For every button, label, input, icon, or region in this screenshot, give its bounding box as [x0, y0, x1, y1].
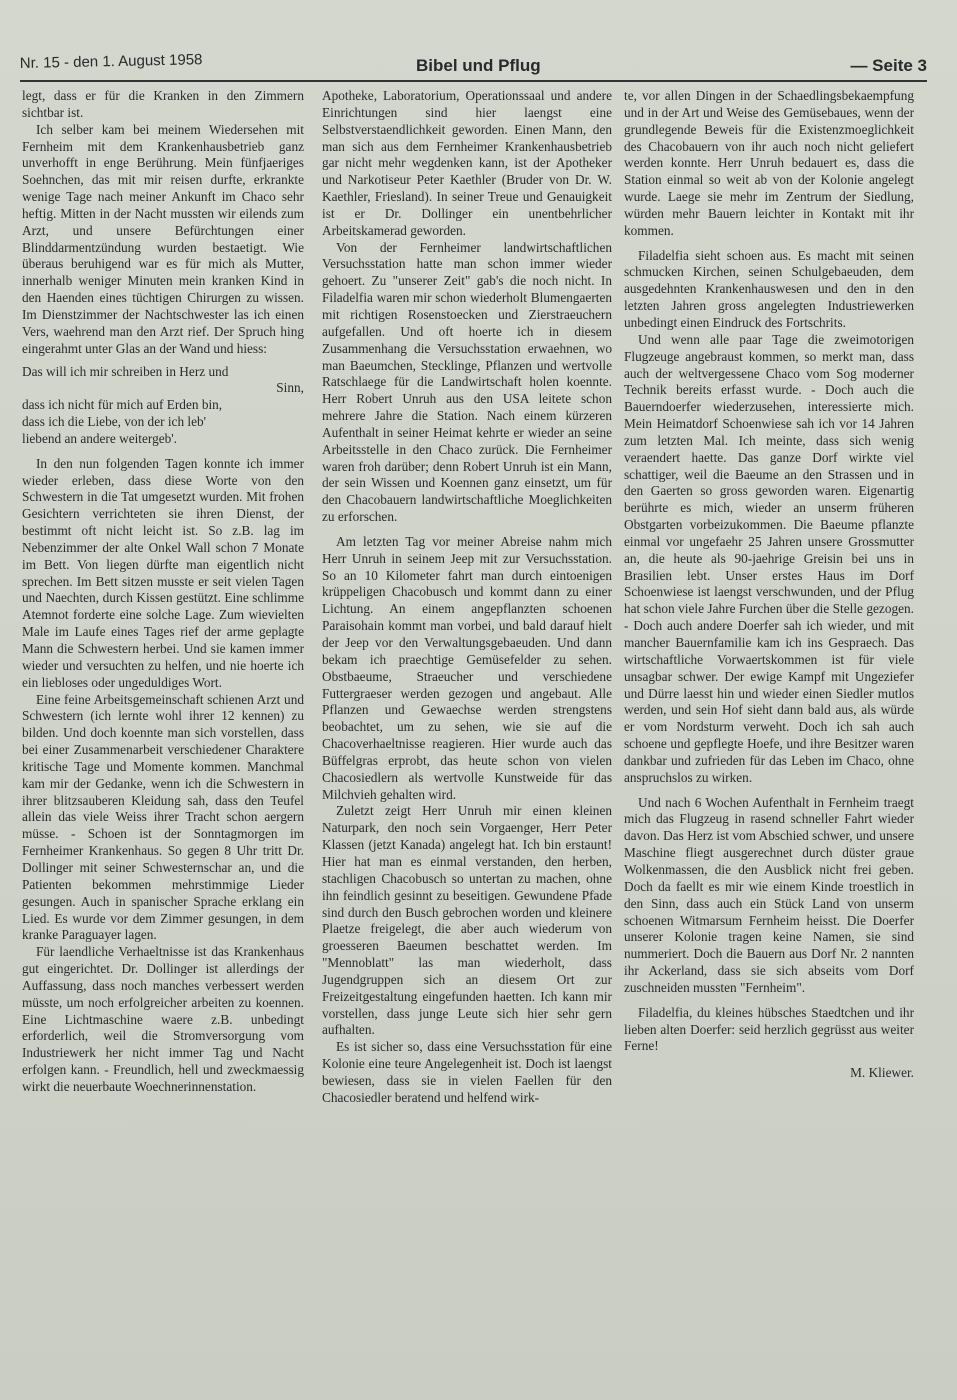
- paragraph: legt, dass er für die Kranken in den Zimmern sichtbar ist.: [22, 88, 304, 120]
- paragraph: Apotheke, Laboratorium, Operationssaal und andere Einrichtungen sind hier laengst eine Selbstverstaendlichkeit geworden. Einen Mann, den man sich aus dem Fernheimer Krankenhausbetrieb gar nicht mehr wegdenken kann, ist der Apotheker und Narkotiseur Peter Kaethler (Bruder von Dr. W. Kaethler, Friesland). In seiner Treue und Genauigkeit ist er Dr. Dollinger ein unentbehrlicher Arbeitskamerad geworden.: [322, 88, 612, 238]
- paragraph: Ich selber kam bei meinem Wiedersehen mit Fernheim mit dem Krankenhausbetrieb ganz unverhofft in enge Berührung. Mein fünfjaeriges Soehnchen, das mit mir reisen durfte, erkrankte wenige Tage nach meiner Ankunft im Chaco sehr heftig. Mitten in der Nacht mussten wir eilends zum Arzt, und unsere Befürchtungen einer Blinddarmentzündung wurden bestaetigt. Wie überaus beruhigend war es für mich als Mutter, innerhalb weniger Minuten mein kranken Kind in den Haenden eines tüchtigen Chirurgen zu wissen. Im Dienstzimmer der Nachtschwester las ich einen Vers, waehrend man den Arzt rief. Der Spruch hing eingerahmt unter Glas an der Wand und hiess:: [22, 121, 304, 356]
- verse-line: Sinn,: [276, 380, 304, 396]
- paragraph: Filadelfia, du kleines hübsches Staedtchen und ihr lieben alten Doerfer: seid herzlich gegrüsst aus weiter Ferne!: [624, 1004, 914, 1054]
- paragraph: Filadelfia sieht schoen aus. Es macht mit seinen schmucken Kirchen, seinen Schulgebaeuden, dem ausgedehnten Krankenhauswesen und den in den letzten Jahren gross angelegten Industriewerken unbedingt einen Eindruck des Fortschrits.: [624, 247, 914, 330]
- text-column-1: [22, 88, 304, 1372]
- text-column-2: [322, 88, 612, 1372]
- paragraph: Und nach 6 Wochen Aufenthalt in Fernheim traegt mich das Flugzeug in rasend schneller Fahrt wieder davon. Das Herz ist vom Abschied schwer, und unsere Maschine fliegt ausgerechnet durch düster graue Wolkenmassen, die den Ausblick nicht frei geben. Doch da faellt es mir wie einem Kinde troestlich in den Sinn, dass auch ein Stück Land von unserm schoenen Witmarsum Fernheim heisst. Die Doerfer unserer Kolonie tragen keine Namen, sie sind nummeriert. Doch die Bauern aus Dorf Nr. 2 nannten ihr Ackerland, dass sie sich abseits vom Dorf zuschneiden mussten "Fernheim".: [624, 794, 914, 995]
- masthead-title: Bibel und Pflug: [416, 56, 541, 75]
- paragraph: Von der Fernheimer landwirtschaftlichen Versuchsstation hatte man schon immer wieder gehoert. Zu "unserer Zeit" gab's die noch nicht. In Filadelfia waren mir schon wiederholt Blumengaerten mit richtigen Rosenstoecken und Zierstraeuchern aufgefallen. Und oft hoerte ich in diesem Zusammenhang die Versuchsstation erwaehnen, wo man Baeumchen, Stecklinge, Pflanzen und wertvolle Ratschlaege für die Landwirtschaft holen koennte. Herr Robert Unruh aus den USA leitete schon mehrere Jahre die Station. Nach einem kürzeren Aufenthalt in seiner Heimat kehrte er wieder an seine Arbeitsstelle in den Chaco zurück. Die Fernheimer waren froh darüber; denn Robert Unruh ist ein Mann, der sein Wissen und Koennen ganz einsetzt, um für den Chacobauern landwirtschaftliche Moeglichkeiten zu erforschen.: [322, 239, 612, 525]
- page-number: — Seite 3: [850, 56, 927, 75]
- paragraph: In den nun folgenden Tagen konnte ich immer wieder erleben, dass diese Worte von den Schwestern in die Tat umgesetzt wurden. Mit frohen Gesichtern verrichteten sie ihren Dienst, der bestimmt oft nicht leicht ist. So z.B. lag im Nebenzimmer der alte Onkel Wall schon 7 Monate im Bett. Von liegen dürfte man eigentlich nicht sprechen. Im Bett sitzen musste er seit vielen Tagen und Naechten, durch Kissen gestützt. Eine schlimme Atemnot forderte eine solche Lage. Zum wievielten Male im Laufe eines Tages rief der arme geplagte Mann die Schwestern herbei. Und sie kamen immer wieder und versuchten zu helfen, und nie hoerte ich ein liebloses oder ungeduldiges Wort.: [22, 455, 304, 690]
- author-signature: M. Kliewer.: [850, 1065, 914, 1081]
- verse-line: Das will ich mir schreiben in Herz und: [22, 363, 229, 379]
- verse-line: dass ich nicht für mich auf Erden bin,: [22, 397, 223, 413]
- verse-line: liebend an andere weitergeb'.: [22, 430, 177, 446]
- paragraph: te, vor allen Dingen in der Schaedlingsbekaempfung und in der Art und Weise des Gemüsebaues, wenn der grundlegende Beweis für die Existenzmoeglichkeit des Chacobauern von ihr auch noch nicht geliefert werden konnte. Herr Unruh bedauert es, dass die Station einmal so weit ab von der Kolonie angelegt wurde. Laege sie mehr im Zentrum der Siedlung, würden mehr Bauern leichter in Kontakt mit ihr kommen.: [624, 88, 914, 238]
- page-header: [20, 44, 927, 82]
- paragraph: Es ist sicher so, dass eine Versuchsstation für eine Kolonie eine teure Angelegenheit ist. Doch ist laengst bewiesen, dass sie in vielen Faellen für den Chacosiedler beratend und helfend wirk-: [322, 1039, 612, 1105]
- verse-line: dass ich die Liebe, von der ich leb': [22, 414, 207, 430]
- paragraph: Eine feine Arbeitsgemeinschaft schienen Arzt und Schwestern (ich lernte wohl ihrer 12 kennen) zu bilden. Und doch koennte man sich vorstellen, dass bei einer Zusammenarbeit verschiedener Charaktere kritische Tage und Momente kommen. Manchmal kam mir der Gedanke, wenn ich die Schwestern in ihrer blitzsauberen Kleidung sah, dass den Teufel allein das viele Weiss ihrer Tracht schon aergern müsse. - Schoen ist der Sonntagmorgen im Fernheimer Krankenhaus. So gegen 8 Uhr tritt Dr. Dollinger mit seiner Schwesternschar an, und die Patienten bekommen mehrstimmige Lieder gesungen. Auch in spanischer Sprache erklang ein Lied. Es wurde vor dem Zimmer gesungen, in dem kranke Paraguayer lagen.: [22, 691, 304, 943]
- framed-verse: [22, 364, 304, 448]
- text-column-3: [624, 88, 914, 1372]
- paragraph: Zuletzt zeigt Herr Unruh mir einen kleinen Naturpark, den noch sein Vorgaenger, Herr Peter Klassen (jetzt Kanada) angelegt hat. Ich bin erstaunt! Hier hat man es einmal verstanden, den herben, stachligen Chacobusch so untertan zu machen, ohne ihn feindlich gesinnt zu beseitigen. Gewundene Pfade sind durch den Busch gebrochen worden und kleinere Plaetze freigelegt, die aber auch wiederum von groesseren Baeumen beschattet werden. Im "Mennoblatt" las man wiederholt, dass Jugendgruppen sich an diesem Ort zur Freizeitgestaltung eingefunden haetten. Ich kann mir vorstellen, dass junge Leute sich hier sehr gern aufhalten.: [322, 803, 612, 1038]
- paragraph: Und wenn alle paar Tage die zweimotorigen Flugzeuge angebraust kommen, so merkt man, dass auch der weltvergessene Chaco vom Sog moderner Technik bereits erfasst wurde. - Doch auch die Bauerndoerfer wiederzusehen, interessierte mich. Mein Heimatdorf Schoenwiese sah ich vor 14 Jahren zum letzten Mal. Ich meinte, dass sich wenig veraendert haette. Das ganze Dorf wirkte viel schattiger, weil die Baeume an den Strassen und in den Gaerten so gross geworden waren. Eigenartig berührte es mich, wieder an unserm früheren Obstgarten vorbeizukommen. Die Baeume pflanzte einmal vor ungefaehr 25 Jahren unsere Grossmutter an, die heute als 90-jaehrige Greisin bei uns in Brasilien lebt. Unser erstes Haus im Dorf Schoenwiese ist laengst verschwunden, und der Pflug hat schon viele Jahre Furchen über die Stelle gezogen. - Doch auch andere Doerfer sah ich wieder, und mit mancher Bauernfamilie kam ich ins Gespraech. Das wirtschaftliche Vorwaertskommen ist für viele unsagbar schwer. Der ewige Kampf mit Ungeziefer und Dürre laesst hin und wieder einen Siedler mutlos werden, und sein Hof sieht dann bald aus, als würde er vom Nordsturm verweht. Doch ich sah auch schoene und gepflegte Hoefe, und ihre Besitzer waren dankbar und zufrieden für das Leben im Chaco, ohne anspruchslos zu wirken.: [624, 331, 914, 785]
- issue-date: Nr. 15 - den 1. August 1958: [19, 51, 203, 72]
- paragraph: Am letzten Tag vor meiner Abreise nahm mich Herr Unruh in seinem Jeep mit zur Versuchsstation. So an 10 Kilometer fahrt man durch eintoenigen krüppeligen Chacobusch und kommt dann zu einer Lichtung. An einem angepflanzten schoenen Paraisohain kommt man vorbei, und bald darauf hielt der Jeep vor den Verwaltungsgebaeuden. Und dann bekam ich praechtige Gemüsefelder zu sehen. Obstbaeume, Straeucher und verschiedene Futtergraeser werden gezogen und angebaut. Alle Pflanzen und Gewaechse werden strengstens beobachtet, um zu sehen, wie sie auf die Chacoverhaeltnisse reagieren. Hier wurde auch das Büffelgras erprobt, das heute schon von vielen Chacosiedlern als wertvolle Kunstweide für das Milchvieh gehalten wird.: [322, 533, 612, 802]
- paragraph: Für laendliche Verhaeltnisse ist das Krankenhaus gut eingerichtet. Dr. Dollinger ist allerdings der Auffassung, dass noch manches verbessert werden müsste, um noch erfolgreicher arbeiten zu koennen. Eine Lichtmaschine waere z.B. unbedingt erforderlich, weil die Stromversorgung vom Industriewerk her nicht immer Tag und Nacht erfolgen kann. - Freundlich, hell und zweckmaessig wirkt die neuerbaute Woechnerinnenstation.: [22, 944, 304, 1094]
